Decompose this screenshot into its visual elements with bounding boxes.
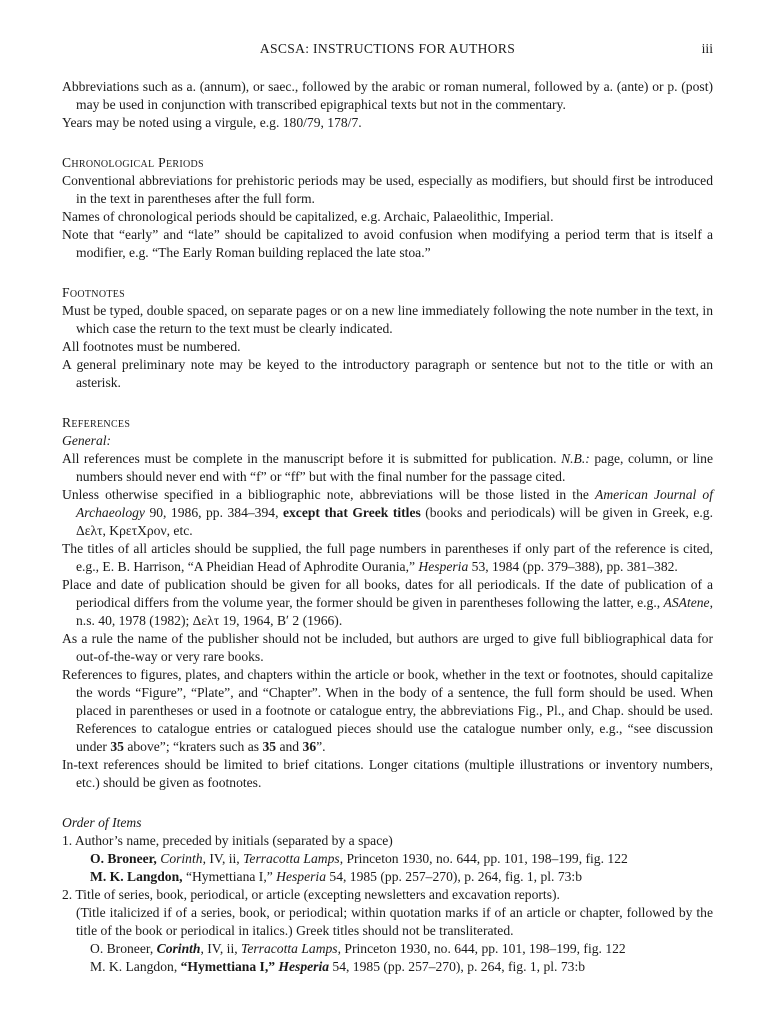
chronological-paragraph-1: Conventional abbreviations for prehistoric periods may be used, especially as modifiers, but should first be introduced in the text in parentheses after the full form. xyxy=(62,173,713,206)
running-title: ASCSA: INSTRUCTIONS FOR AUTHORS xyxy=(259,41,516,56)
order-example-1a: O. Broneer, Corinth, IV, ii, Terracotta Lamps, Princeton 1930, no. 644, pp. 101, 198–199, fig. 122 xyxy=(90,851,628,866)
references-paragraph-4: Place and date of publication should be given for all books, dates for all periodicals. If the date of publication of a periodical differs from the volume year, the former should be given in parentheses following the latter, e.g., ASAtene, n.s. 40, 1978 (1982); Δελτ 19, 1964, Bʹ 2 (1966). xyxy=(62,577,713,628)
references-paragraph-7: In-text references should be limited to brief citations. Longer citations (multiple illustrations or inventory numbers, etc.) should be given as footnotes. xyxy=(62,757,713,790)
footnotes-paragraph-3: A general preliminary note may be keyed to the introductory paragraph or sentence but not to the title or with an asterisk. xyxy=(62,357,713,390)
abbreviations-paragraph: Abbreviations such as a. (annum), or saec., followed by the arabic or roman numeral, followed by a. (ante) or p. (post) may be used in conjunction with transcribed epigraphical texts but not in the commentary. xyxy=(62,79,713,112)
order-example-2b: M. K. Langdon, “Hymettiana I,” Hesperia 54, 1985 (pp. 257–270), p. 264, fig. 1, pl. 73:b xyxy=(90,959,586,974)
section-title-references: References xyxy=(62,415,131,430)
chronological-paragraph-3: Note that “early” and “late” should be capitalized to avoid confusion when modifying a period term that is itself a modifier, e.g. “The Early Roman building replaced the late stoa.” xyxy=(62,227,713,260)
references-paragraph-6: References to figures, plates, and chapters within the article or book, whether in the text or footnotes, should capitalize the words “Figure”, “Plate”, and “Chapter”. When in the body of a sentence, the full form should be used. When placed in parentheses or used in a footnote or catalogue entry, the abbreviations Fig., Pl., and Chap. should be used. References to catalogue entries or catalogued pieces should use the catalogue number only, e.g., “see discussion under 35 above”; “kraters such as 35 and 36”. xyxy=(62,667,713,754)
references-paragraph-2: Unless otherwise specified in a bibliographic note, abbreviations will be those listed in the American Journal of Archaeology 90, 1986, pp. 384–394, except that Greek titles (books and periodicals) will be given in Greek, e.g. Δελτ, ΚρετΧρον, etc. xyxy=(62,487,713,538)
order-item-2: 2. Title of series, book, periodical, or article (excepting newsletters and excavation reports). xyxy=(62,887,560,902)
order-item-1: 1. Author’s name, preceded by initials (separated by a space) xyxy=(62,833,393,848)
order-item-2-note: (Title italicized if of a series, book, or periodical; within quotation marks if of an article or chapter, followed by the title of the book or periodical in italics.) Greek titles should not be transliterated. xyxy=(76,905,713,938)
references-paragraph-5: As a rule the name of the publisher should not be included, but authors are urged to give full bibliographical data for out-of-the-way or very rare books. xyxy=(62,631,713,664)
order-example-1b: M. K. Langdon, “Hymettiana I,” Hesperia 54, 1985 (pp. 257–270), p. 264, fig. 1, pl. 73:b xyxy=(90,869,583,884)
references-paragraph-3: The titles of all articles should be supplied, the full page numbers in parentheses if only part of the reference is cited, e.g., E. B. Harrison, “A Pheidian Head of Aphrodite Ourania,” Hesperia 53, 1984 (pp. 379–388), pp. 381–382. xyxy=(62,541,713,574)
section-title-footnotes: Footnotes xyxy=(62,285,126,300)
references-paragraph-1: All references must be complete in the manuscript before it is submitted for publication. N.B.: page, column, or line numbers should never end with “f” or “ff” but with the final number for the passage cited. xyxy=(62,451,713,484)
years-paragraph: Years may be noted using a virgule, e.g. 180/79, 178/7. xyxy=(62,115,362,130)
running-header xyxy=(62,40,713,58)
document-page xyxy=(62,40,713,976)
section-title-chronological: Chronological Periods xyxy=(62,155,204,170)
order-of-items-label: Order of Items xyxy=(62,815,142,830)
chronological-paragraph-2: Names of chronological periods should be capitalized, e.g. Archaic, Palaeolithic, Imperial. xyxy=(62,209,554,224)
page-number: iii xyxy=(701,41,713,56)
references-general-label: General: xyxy=(62,433,112,448)
footnotes-paragraph-2: All footnotes must be numbered. xyxy=(62,339,241,354)
footnotes-paragraph-1: Must be typed, double spaced, on separate pages or on a new line immediately following the note number in the text, in which case the return to the text must be clearly indicated. xyxy=(62,303,713,336)
order-example-2a: O. Broneer, Corinth, IV, ii, Terracotta Lamps, Princeton 1930, no. 644, pp. 101, 198–199, fig. 122 xyxy=(90,941,626,956)
